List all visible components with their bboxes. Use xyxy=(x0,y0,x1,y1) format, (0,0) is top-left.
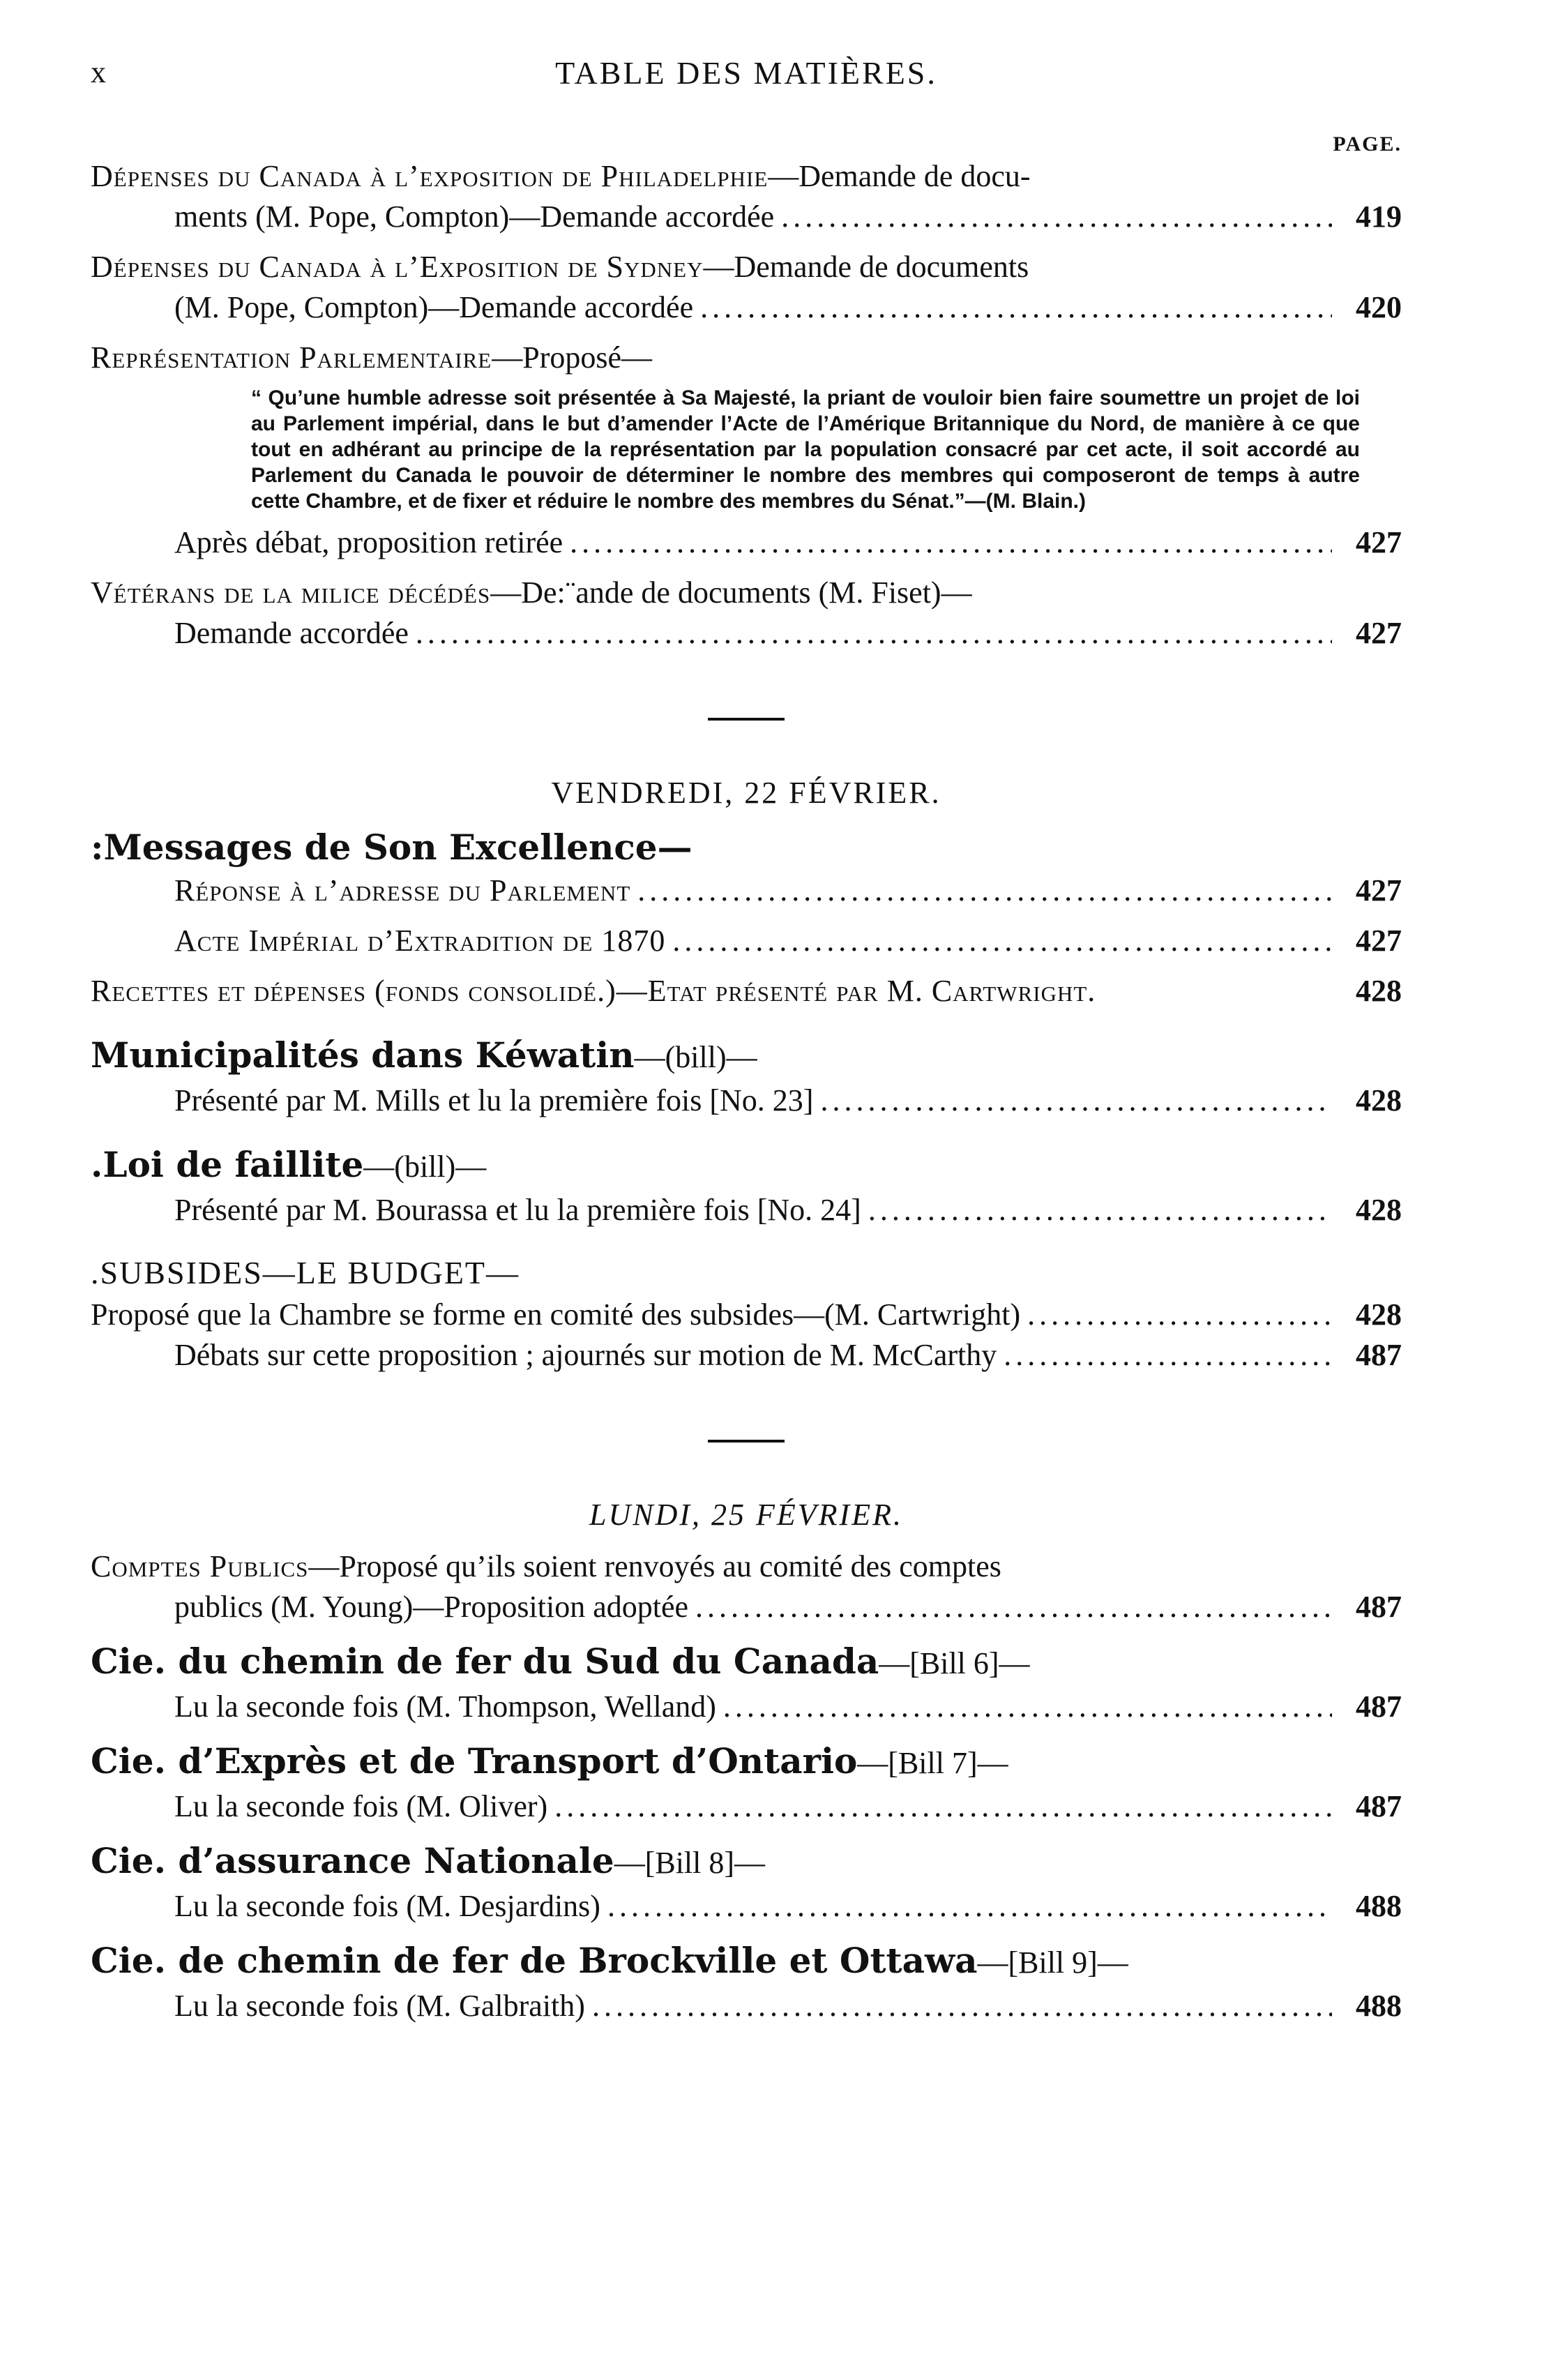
section-heading-bill-8: Cie. d’assurance Nationale—[Bill 8]— xyxy=(91,1840,766,1881)
section-heading-bill-6: Cie. du chemin de fer du Sud du Canada—[Bill 6]— xyxy=(91,1641,1030,1682)
toc-entry: Présenté par M. Bourassa et lu la première fois [No. 24] ..... 428 xyxy=(91,1190,1402,1230)
leader-dots xyxy=(781,197,1332,237)
leader-dots xyxy=(416,613,1332,654)
entry-lead: Dépenses du Canada à l’exposition de Philadelphie xyxy=(91,159,769,193)
section-divider xyxy=(708,1440,785,1443)
toc-entry-recettes: Recettes et dépenses (fonds consolidé.)—Etat présenté par M. Cartwright. 428 xyxy=(91,971,1402,1011)
entry-text: —De:¨ande de documents (M. Fiset)— xyxy=(490,575,972,610)
leader-dots xyxy=(637,871,1332,911)
section-heading-keewatin: Municipalités dans Kéwatin—(bill)— xyxy=(91,1034,757,1076)
toc-page xyxy=(91,49,1402,2026)
leader-dots xyxy=(554,1786,1332,1827)
toc-entry: Lu la seconde fois (M. Oliver) ..... 487 xyxy=(91,1786,1402,1827)
entry-lead: Vétérans de la milice décédés xyxy=(91,575,491,610)
toc-entry-philadelphie xyxy=(91,156,1402,237)
entry-text: —Demande de docu- xyxy=(768,159,1031,193)
page-ref: 487 xyxy=(1356,1338,1402,1372)
entry-text: (M. Pope, Compton)—Demande accordée xyxy=(174,290,694,324)
running-head xyxy=(91,49,1402,98)
toc-entry-comptes xyxy=(91,1546,1402,1627)
page-ref: 487 xyxy=(1356,1789,1402,1823)
page-ref: 420 xyxy=(1356,290,1402,324)
date-heading-friday: VENDREDI, 22 FÉVRIER. xyxy=(551,776,941,810)
page-ref: 487 xyxy=(1356,1689,1402,1724)
page-ref: 428 xyxy=(1356,1297,1402,1332)
toc-entry-representation xyxy=(91,338,1402,563)
leader-dots xyxy=(607,1886,1332,1927)
entry-text: ments (M. Pope, Compton)—Demande accordée xyxy=(174,199,775,234)
leader-dots xyxy=(700,287,1332,328)
page-ref: 427 xyxy=(1356,616,1402,650)
leader-dots xyxy=(1027,1295,1332,1335)
entry-text: Demande accordée xyxy=(174,616,409,650)
leader-dots xyxy=(723,1687,1332,1727)
page-ref: 428 xyxy=(1356,974,1402,1008)
page-ref: 487 xyxy=(1356,1590,1402,1624)
page-number: x xyxy=(91,55,106,89)
page-ref: 488 xyxy=(1356,1889,1402,1923)
entry-lead: Dépenses du Canada à l’Exposition de Sydney xyxy=(91,250,704,284)
leader-dots xyxy=(1004,1335,1332,1376)
page-ref: 428 xyxy=(1356,1193,1402,1227)
entry-text: publics (M. Young)—Proposition adoptée xyxy=(174,1590,688,1624)
section-heading-bill-7: Cie. d’Exprès et de Transport d’Ontario—[Bill 7]— xyxy=(91,1740,1008,1782)
page-ref: 427 xyxy=(1356,873,1402,907)
toc-entry-veterans xyxy=(91,573,1402,654)
entry-lead: Représentation Parlementaire xyxy=(91,340,492,375)
toc-entry: Présenté par M. Mills et lu la première fois [No. 23] ..... 428 xyxy=(91,1080,1402,1121)
toc-entry-sydney xyxy=(91,247,1402,328)
toc-entry: Lu la seconde fois (M. Galbraith) ..... 488 xyxy=(91,1986,1402,2026)
entry-lead: Comptes Publics xyxy=(91,1549,309,1583)
date-heading-monday: LUNDI, 25 FÉVRIER. xyxy=(589,1498,903,1532)
page-ref: 488 xyxy=(1356,1989,1402,2023)
leader-dots xyxy=(570,522,1332,563)
toc-entry: Lu la seconde fois (M. Desjardins) ..... 488 xyxy=(91,1886,1402,1927)
quoted-motion: “ Qu’une humble adresse soit présentée à Sa Majesté, la priant de vouloir bien faire soumettre un projet de loi au Parlement impérial, dans le but d’amender l’Acte de l’Amérique Britannique du Nord, de manière à ce que tout en adhérant au principe de la représentation par la population consacré par cet acte, il soit accordé au Parlement du Canada le pouvoir de déterminer le nombre des membres qui composeront de temps à autre cette Chambre, et de fixer et réduire le nombre des membres du Sénat.”—(M. Blain.) xyxy=(251,386,1360,513)
leader-dots xyxy=(672,921,1332,961)
toc-entry: Acte Impérial d’Extradition de 1870 ..... 427 xyxy=(91,921,1402,961)
leader-dots xyxy=(820,1080,1332,1121)
toc-entry: Proposé que la Chambre se forme en comité des subsides—(M. Cartwright) ..... 428 xyxy=(91,1295,1402,1335)
section-heading-bill-9: Cie. de chemin de fer de Brockville et Ottawa—[Bill 9]— xyxy=(91,1940,1128,1981)
page-ref: 419 xyxy=(1356,199,1402,234)
section-divider xyxy=(708,718,785,721)
leader-dots xyxy=(695,1587,1332,1627)
toc-entry: Lu la seconde fois (M. Thompson, Welland) ..... 487 xyxy=(91,1687,1402,1727)
entry-text: —Proposé— xyxy=(492,340,652,375)
entry-text: —Proposé qu’ils soient renvoyés au comité des comptes xyxy=(308,1549,1001,1583)
toc-entry: Réponse à l’adresse du Parlement ..... 427 xyxy=(91,871,1402,911)
leader-dots xyxy=(868,1190,1332,1230)
page-ref: 427 xyxy=(1356,924,1402,958)
running-title: TABLE DES MATIÈRES. xyxy=(555,55,937,91)
entry-text: —Demande de documents xyxy=(703,250,1029,284)
toc-entry: Débats sur cette proposition ; ajournés sur motion de M. McCarthy ..... 487 xyxy=(91,1335,1402,1376)
entry-text: Après débat, proposition retirée xyxy=(174,525,563,559)
page-ref: 428 xyxy=(1356,1083,1402,1117)
page-column-label: PAGE. xyxy=(1333,133,1402,156)
section-heading-faillite: .Loi de faillite—(bill)— xyxy=(91,1144,487,1185)
section-heading-subsides: .SUBSIDES—LE BUDGET— xyxy=(91,1255,520,1290)
section-heading-messages: :Messages de Son Excellence— xyxy=(91,827,692,868)
page-ref: 427 xyxy=(1356,525,1402,559)
leader-dots xyxy=(592,1986,1332,2026)
